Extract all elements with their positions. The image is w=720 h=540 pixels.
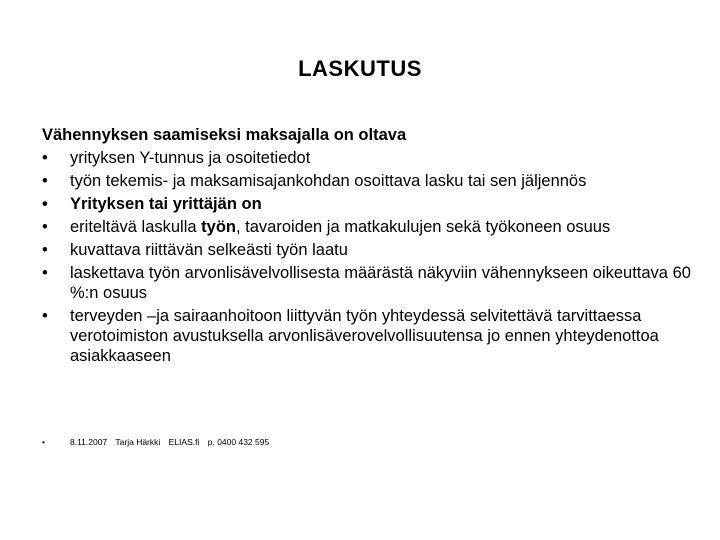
body-heading: Vähennyksen saamiseksi maksajalla on oltava — [42, 126, 407, 144]
footer-phone: p. 0400 432 595 — [207, 437, 270, 447]
bullet-item-4-emphasis: työn — [201, 218, 236, 236]
slide-body — [42, 125, 692, 369]
bullet-item-4-part-2: , tavaroiden ja matkakulujen sekä työkoneen osuus — [236, 218, 611, 236]
bullet-item-6: • laskettava työn arvonlisävelvollisesta määrästä näkyviin vähennykseen oikeuttava 60 %:n osuus — [42, 263, 692, 303]
bullet-item-2: • työn tekemis- ja maksamisajankohdan osoittava lasku tai sen jäljennös — [42, 171, 692, 191]
footer-author: Tarja Härkki — [115, 437, 161, 447]
footer-site: ELIAS.fi — [168, 437, 200, 447]
bullet-item-4-part-1: eriteltävä laskulla — [70, 218, 202, 236]
slide-footer — [42, 436, 275, 448]
bullet-item-1: • yrityksen Y-tunnus ja osoitetiedot — [42, 148, 692, 168]
bullet-item-3: • Yrityksen tai yrittäjän on — [42, 194, 692, 214]
bullet-item-7: • terveyden –ja sairaanhoitoon liittyvän työn yhteydessä selvitettävä tarvittaessa verotoimiston avustuksella arvonlisäverovelvollisuutensa jo ennen yhteydenottoa asiakkaaseen — [42, 306, 692, 366]
bullet-item-4 — [42, 217, 692, 237]
footer-bullet: • — [42, 437, 45, 447]
bullet-item-5: • kuvattava riittävän selkeästi työn laatu — [42, 240, 692, 260]
bullet-list — [42, 148, 692, 366]
footer-date: 8.11.2007 — [70, 437, 108, 447]
slide-title: LASKUTUS — [298, 56, 422, 81]
